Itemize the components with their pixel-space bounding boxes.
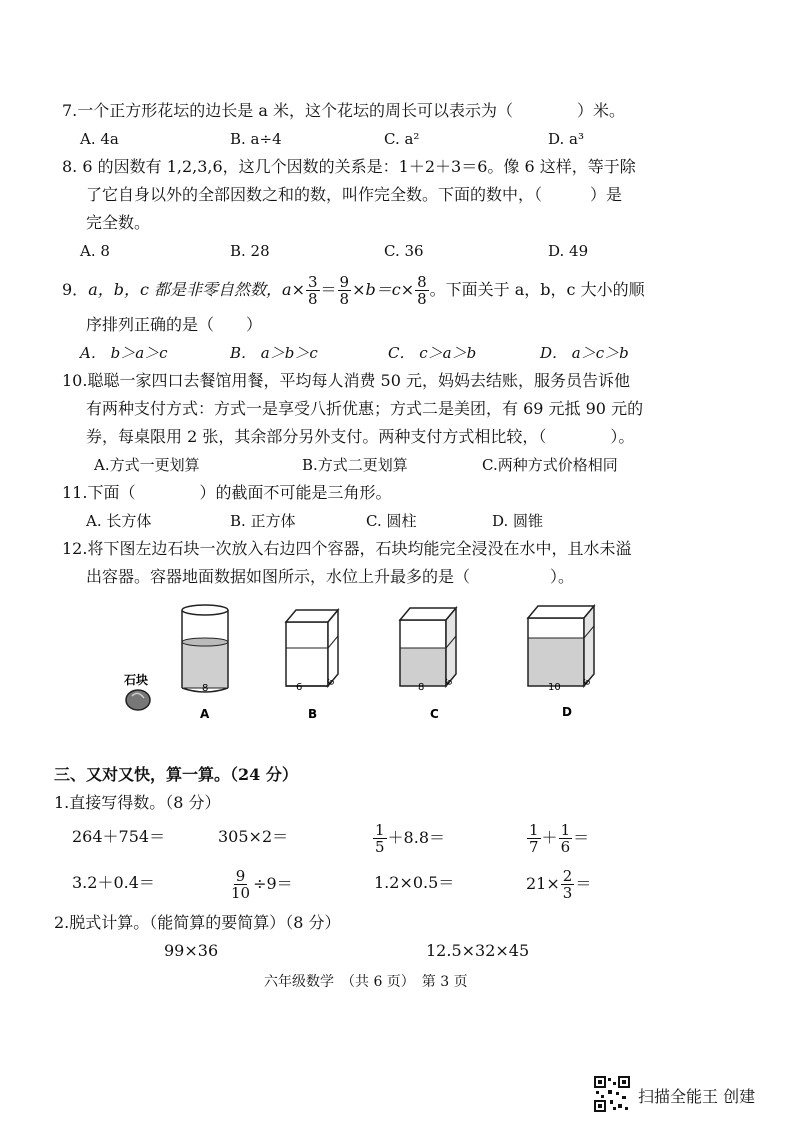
question-9-options — [80, 342, 700, 364]
fraction — [561, 868, 575, 901]
denominator: 5 — [375, 838, 385, 856]
calc-1d — [526, 818, 589, 858]
option-d: D. 圆锥 — [492, 512, 544, 530]
part-2-title: 2.脱式计算。（能简算的要简算）（8 分） — [54, 913, 341, 932]
fraction-3-8 — [306, 274, 320, 307]
expr: ＝ — [575, 874, 592, 893]
numerator: 1 — [560, 821, 571, 839]
question-8-line2: 了它自身以外的全部因数之和的数，叫作完全数。下面的数中，（ ）是 — [86, 185, 623, 204]
page-footer: 六年级数学 （共 6 页） 第 3 页 — [264, 974, 468, 990]
expr-middle: ×b＝c× — [352, 280, 415, 299]
denominator: 6 — [560, 838, 571, 856]
times-sign: × — [291, 280, 305, 299]
numerator: 3 — [307, 273, 318, 291]
option-c: C. 圆柱 — [366, 512, 417, 530]
calc-1a: 264＋754＝ — [72, 827, 166, 846]
dim-label: 10 — [548, 682, 561, 693]
option-c: C. 36 — [384, 242, 424, 260]
option-a: A. 长方体 — [86, 512, 152, 530]
question-12-line2: 出容器。容器地面数据如图所示，水位上升最多的是（ ）。 — [86, 567, 575, 586]
stone-label: 石块 — [124, 673, 149, 687]
option-b: B. 正方体 — [230, 512, 296, 530]
calc-1c — [372, 818, 445, 858]
question-8-line1: 8. 6 的因数有 1,2,3,6，这几个因数的关系是：1＋2＋3＝6。像 6 这样，等于除 — [62, 157, 636, 176]
option-d: D． a＞c＞b — [540, 344, 629, 362]
numerator: 9 — [339, 273, 350, 291]
option-b: B． a＞b＞c — [230, 344, 318, 362]
dim-label: 6 — [443, 677, 456, 688]
numerator: 2 — [562, 867, 573, 885]
option-c: C． c＞a＞b — [388, 344, 477, 362]
expr: ＋8.8＝ — [387, 828, 445, 847]
question-10-options — [94, 454, 694, 476]
dim-label: 6 — [325, 677, 338, 688]
fraction-8-8 — [415, 274, 429, 307]
fraction — [373, 822, 387, 855]
watermark-text: 扫描全能王 创建 — [638, 1087, 756, 1106]
option-b: B. 28 — [230, 242, 270, 260]
fraction — [559, 822, 573, 855]
denominator: 7 — [529, 838, 539, 856]
container-label: A — [200, 707, 210, 721]
numerator: 1 — [529, 821, 539, 839]
container-label: D — [562, 705, 572, 719]
dim-label: 8 — [202, 683, 209, 694]
numerator: 1 — [375, 821, 385, 839]
container-label: B — [308, 707, 318, 721]
option-d: D. 49 — [548, 242, 589, 260]
container-label: C — [430, 707, 439, 721]
expr: 21× — [526, 874, 560, 893]
dim-label: 6 — [581, 677, 594, 688]
qr-code-icon — [594, 1076, 630, 1112]
option-c: C.两种方式价格相同 — [482, 456, 618, 474]
dim-label: 6 — [296, 682, 303, 693]
calc-2a: 3.2＋0.4＝ — [72, 873, 155, 892]
fraction-9-8 — [338, 274, 352, 307]
numerator: 8 — [417, 273, 427, 291]
calc-3b: 12.5×32×45 — [426, 941, 530, 960]
question-9-line1 — [62, 273, 645, 308]
question-9-line2: 序排列正确的是（ ） — [86, 315, 263, 334]
container-c — [400, 608, 456, 721]
container-a — [182, 605, 228, 721]
denominator: 10 — [231, 884, 251, 902]
question-11: 11.下面（ ）的截面不可能是三角形。 — [62, 483, 392, 502]
option-a: A． b＞a＞c — [80, 344, 168, 362]
question-number: 9． — [62, 280, 89, 299]
question-7-options — [80, 128, 700, 150]
question-10-line3: 券，每桌限用 2 张，其余部分另外支付。两种支付方式相比较，（ ）。 — [86, 427, 635, 446]
part-1-title: 1.直接写得数。（8 分） — [54, 793, 221, 812]
fraction — [527, 822, 541, 855]
calc-2c: 1.2×0.5＝ — [374, 873, 455, 892]
containers-figure — [110, 596, 630, 730]
question-9-suffix: 。下面关于 a，b，c 大小的顺 — [429, 280, 645, 299]
question-11-options — [86, 510, 686, 532]
calc-1b: 305×2＝ — [218, 827, 289, 846]
container-b — [286, 610, 338, 721]
denominator: 3 — [562, 884, 573, 902]
option-a: A. 8 — [80, 242, 110, 260]
option-a: A. 4a — [80, 130, 119, 148]
plus-sign: ＋ — [541, 828, 558, 847]
denominator: 8 — [339, 290, 350, 308]
question-8-line3: 完全数。 — [86, 213, 151, 232]
container-d — [528, 606, 594, 719]
calc-3a: 99×36 — [164, 941, 219, 960]
stone-icon — [124, 672, 150, 710]
var-a: a — [282, 280, 292, 299]
question-9-intro: a，b，c 都是非零自然数， — [88, 280, 283, 299]
section-3-title: 三、又对又快，算一算。（24 分） — [54, 765, 298, 784]
denominator: 8 — [417, 290, 427, 308]
calc-2d — [526, 864, 591, 904]
option-a: A.方式一更划算 — [94, 456, 200, 474]
calc-2b — [228, 864, 293, 904]
question-10-line2: 有两种支付方式：方式一是享受八折优惠；方式二是美团，有 69 元抵 90 元的 — [86, 399, 644, 418]
option-c: C. a² — [384, 130, 420, 148]
question-8-options — [80, 240, 700, 262]
fraction — [229, 868, 252, 901]
denominator: 8 — [307, 290, 318, 308]
question-10-line1: 10.聪聪一家四口去餐馆用餐，平均每人消费 50 元，妈妈去结账，服务员告诉他 — [62, 371, 630, 390]
option-b: B.方式二更划算 — [302, 456, 408, 474]
expr: ÷9＝ — [253, 874, 293, 893]
question-7: 7.一个正方形花坛的边长是 a 米，这个花坛的周长可以表示为（ ）米。 — [62, 101, 625, 120]
numerator: 9 — [235, 867, 246, 885]
option-b: B. a÷4 — [230, 130, 282, 148]
dim-label: 8 — [418, 682, 425, 693]
equals-sign: ＝ — [320, 280, 337, 299]
question-12-line1: 12.将下图左边石块一次放入右边四个容器，石块均能完全浸没在水中，且水未溢 — [62, 539, 632, 558]
expr: ＝ — [573, 828, 590, 847]
option-d: D. a³ — [548, 130, 584, 148]
